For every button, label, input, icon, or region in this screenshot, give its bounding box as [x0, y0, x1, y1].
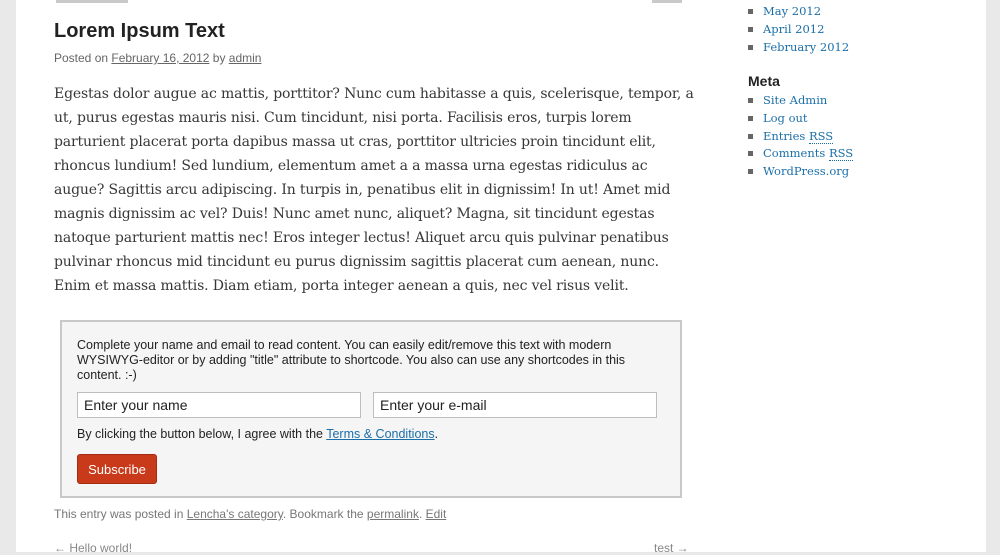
post-title[interactable]: Lorem Ipsum Text [54, 20, 225, 42]
posted-in-prefix: This entry was posted in [54, 507, 187, 521]
optin-message: Complete your name and email to read content. You can easily edit/remove this text with modern WYSIWYG-editor or by adding "title" attribute to shortcode. You also can use any shortcodes in this content. :-) [77, 338, 626, 382]
agree-prefix: By clicking the button below, I agree with the [77, 427, 327, 441]
subscribe-optin-box [60, 320, 682, 498]
agree-suffix: . [434, 427, 439, 441]
list-item [748, 128, 853, 146]
list-item [748, 3, 849, 21]
rss-abbr: RSS [828, 146, 854, 161]
permalink-link[interactable]: permalink [366, 507, 419, 521]
terms-link[interactable]: Terms & Conditions [326, 427, 435, 441]
category-link[interactable]: Lencha's category [186, 507, 283, 521]
entries-rss-label: Entries [763, 128, 809, 143]
meta-prefix: Posted on [54, 51, 112, 65]
edit-link[interactable]: Edit [425, 507, 447, 521]
list-item [748, 92, 853, 110]
previous-section-remnant [652, 0, 682, 3]
footer-period: . [418, 507, 426, 521]
previous-post-link[interactable]: ← Hello world! [54, 541, 133, 555]
list-item [748, 145, 853, 163]
list-item [748, 39, 849, 57]
name-input[interactable] [77, 392, 361, 418]
list-item [748, 21, 849, 39]
archive-link[interactable]: May 2012 [763, 4, 822, 18]
entries-rss-link[interactable] [763, 129, 833, 144]
post-author-link[interactable]: admin [228, 51, 262, 65]
comments-rss-label: Comments [763, 146, 829, 161]
post-date-link[interactable]: February 16, 2012 [111, 51, 210, 65]
terms-agreement [77, 427, 438, 441]
site-admin-link[interactable]: Site Admin [763, 93, 828, 107]
rss-abbr: RSS [808, 128, 834, 143]
bookmark-prefix: . Bookmark the [282, 507, 367, 521]
subscribe-button[interactable]: Subscribe [77, 454, 157, 484]
list-item [748, 163, 853, 181]
wordpress-org-link[interactable]: WordPress.org [763, 164, 850, 179]
post-meta [54, 51, 261, 65]
log-out-link[interactable]: Log out [763, 110, 808, 125]
list-item [748, 110, 853, 128]
entry-footer [54, 507, 446, 521]
page-container [16, 0, 986, 555]
meta-by: by [209, 51, 229, 65]
post-body: Egestas dolor augue ac mattis, porttitor? Nunc cum habitasse a quis, scelerisque, tempor, a ut, purus egestas mauris nisi. Cum tincidunt, nisi porta. Facilisis eros, turpis lorem parturient placerat porta dapibus massa ut cras, porttitor ultricies proin tincidunt elit, rhoncus lundium! Sed lundium, elementum amet a a massa urna egestas ridiculus ac augue? Sagittis arcu adipiscing. In turpis in, penatibus elit in dignissim! In ut! Amet mid magnis dignissim ac vel? Duis! Nunc amet nunc, aliquet? Magna, sit tincidunt egestas natoque parturient mattis nec! Eros integer lectus! Aliquet arcu quis pulvinar penatibus pulvinar rhoncus mid tincidunt eu purus dignissim sagittis placerat cum aenean, nunc. Enim et massa mattis. Diam etiam, porta integer aenean a quis, nec vel risus velit. [54, 86, 694, 294]
next-post-link[interactable]: test → [654, 541, 689, 555]
archives-list [748, 3, 849, 56]
previous-section-remnant [56, 0, 128, 3]
meta-widget-title: Meta [748, 73, 780, 89]
archive-link[interactable]: February 2012 [763, 39, 850, 54]
comments-rss-link[interactable] [763, 146, 853, 161]
email-input[interactable] [373, 392, 657, 418]
meta-list [748, 92, 853, 181]
archive-link[interactable]: April 2012 [763, 21, 825, 36]
